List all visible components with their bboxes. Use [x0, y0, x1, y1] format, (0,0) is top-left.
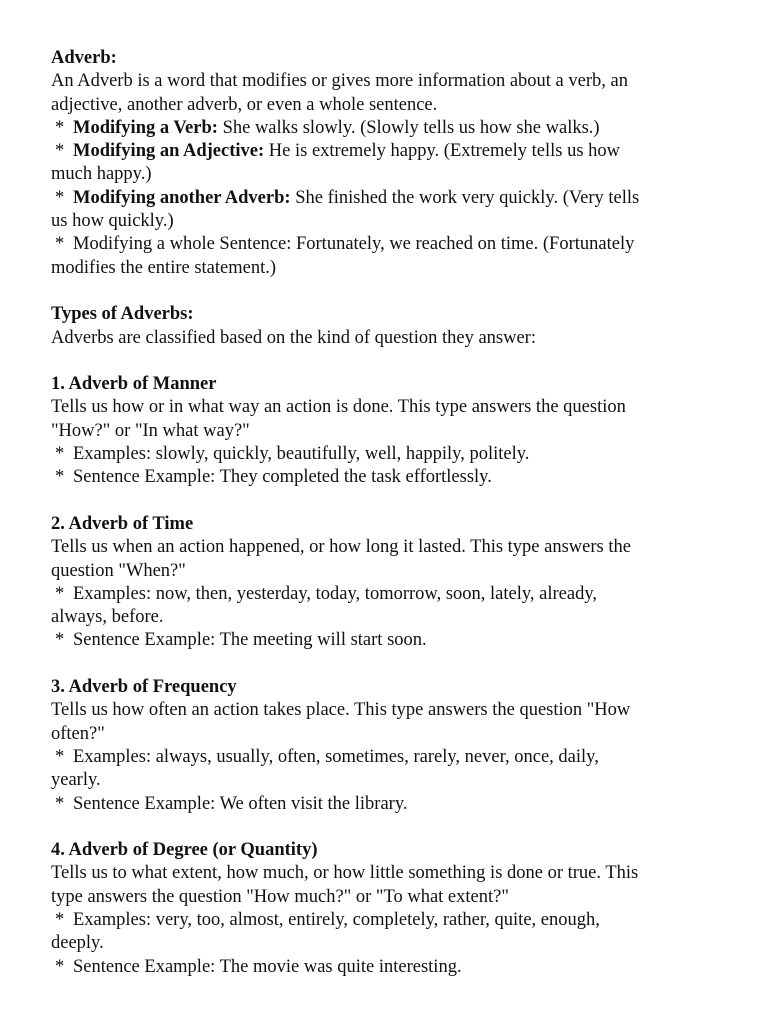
section-description-line: often?" — [51, 723, 105, 744]
definition-line-2: adjective, another adverb, or even a whole sentence. — [51, 94, 438, 115]
bullet-modifying-verb: * Modifying a Verb: She walks slowly. (Slowly tells us how she walks.) — [55, 117, 600, 138]
adverb-heading: Adverb: — [51, 48, 117, 68]
section-heading-manner: 1. Adverb of Manner — [51, 374, 217, 395]
types-description: Adverbs are classified based on the kind of question they answer: — [51, 327, 536, 348]
examples-continuation: yearly. — [51, 770, 101, 791]
sentence-example-text: Sentence Example: The movie was quite interesting. — [73, 956, 462, 977]
section-heading-degree: 4. Adverb of Degree (or Quantity) — [51, 840, 318, 861]
sentence-example-bullet: * Sentence Example: We often visit the library. — [55, 793, 408, 814]
sentence-example-text: Sentence Example: The meeting will start soon. — [73, 630, 427, 651]
paragraph-gap — [51, 490, 741, 513]
bullet-modifying-adverb: * Modifying another Adverb: She finished the work very quickly. (Very tells — [55, 187, 640, 208]
types-heading: Types of Adverbs: — [51, 304, 194, 325]
examples-continuation: always, before. — [51, 607, 164, 628]
bullet-continuation: much happy.) — [51, 164, 152, 185]
sentence-example-bullet: * Sentence Example: The movie was quite interesting. — [55, 956, 462, 977]
bullet-label: Modifying a Verb: — [73, 117, 218, 138]
sentence-example-bullet: * Sentence Example: The meeting will start soon. — [55, 630, 427, 651]
paragraph-gap — [51, 280, 741, 303]
examples-text: Examples: very, too, almost, entirely, completely, rather, quite, enough, — [73, 909, 600, 930]
section-description-line: Tells us how often an action takes place. This type answers the question "How — [51, 700, 631, 721]
section-heading-time: 2. Adverb of Time — [51, 513, 194, 534]
section-heading-frequency: 3. Adverb of Frequency — [51, 677, 237, 698]
bullet-text: He is extremely happy. (Extremely tells us how — [264, 141, 621, 162]
examples-bullet: * Examples: slowly, quickly, beautifully, well, happily, politely. — [55, 444, 530, 465]
bullet-continuation: us how quickly.) — [51, 211, 174, 232]
bullet-text: She finished the work very quickly. (Very tells — [290, 187, 640, 208]
section-description-line: Tells us how or in what way an action is done. This type answers the question — [51, 397, 626, 418]
section-description-line: "How?" or "In what way?" — [51, 420, 250, 441]
paragraph-gap — [51, 350, 741, 373]
bullet-modifying-adjective: * Modifying an Adjective: He is extremely happy. (Extremely tells us how — [55, 141, 621, 162]
sentence-example-text: Sentence Example: They completed the task effortlessly. — [73, 467, 492, 488]
document-page — [51, 47, 741, 979]
section-description-line: question "When?" — [51, 560, 186, 581]
bullet-modifying-sentence: * Modifying a whole Sentence: Fortunately, we reached on time. (Fortunately — [55, 234, 635, 255]
examples-continuation: deeply. — [51, 933, 104, 954]
bullet-text: She walks slowly. (Slowly tells us how she walks.) — [217, 117, 600, 138]
sentence-example-bullet: * Sentence Example: They completed the task effortlessly. — [55, 467, 492, 488]
section-description-line: type answers the question "How much?" or "To what extent?" — [51, 886, 509, 907]
examples-text: Examples: slowly, quickly, beautifully, well, happily, politely. — [73, 444, 530, 465]
bullet-continuation: modifies the entire statement.) — [51, 257, 277, 278]
examples-bullet: * Examples: very, too, almost, entirely, completely, rather, quite, enough, — [55, 909, 600, 930]
examples-bullet: * Examples: now, then, yesterday, today, tomorrow, soon, lately, already, — [55, 583, 598, 604]
examples-text: Examples: now, then, yesterday, today, tomorrow, soon, lately, already, — [73, 583, 598, 604]
definition-line-1: An Adverb is a word that modifies or gives more information about a verb, an — [51, 71, 628, 92]
section-description-line: Tells us to what extent, how much, or how little something is done or true. This — [51, 863, 639, 884]
examples-text: Examples: always, usually, often, sometimes, rarely, never, once, daily, — [73, 746, 599, 767]
bullet-text: Modifying a whole Sentence: Fortunately, we reached on time. (Fortunately — [73, 234, 635, 255]
paragraph-gap — [51, 653, 741, 676]
section-description-line: Tells us when an action happened, or how long it lasted. This type answers the — [51, 537, 631, 558]
bullet-label: Modifying another Adverb: — [73, 187, 291, 208]
paragraph-gap — [51, 816, 741, 839]
sentence-example-text: Sentence Example: We often visit the library. — [73, 793, 408, 814]
examples-bullet: * Examples: always, usually, often, sometimes, rarely, never, once, daily, — [55, 746, 599, 767]
bullet-label: Modifying an Adjective: — [73, 141, 265, 162]
